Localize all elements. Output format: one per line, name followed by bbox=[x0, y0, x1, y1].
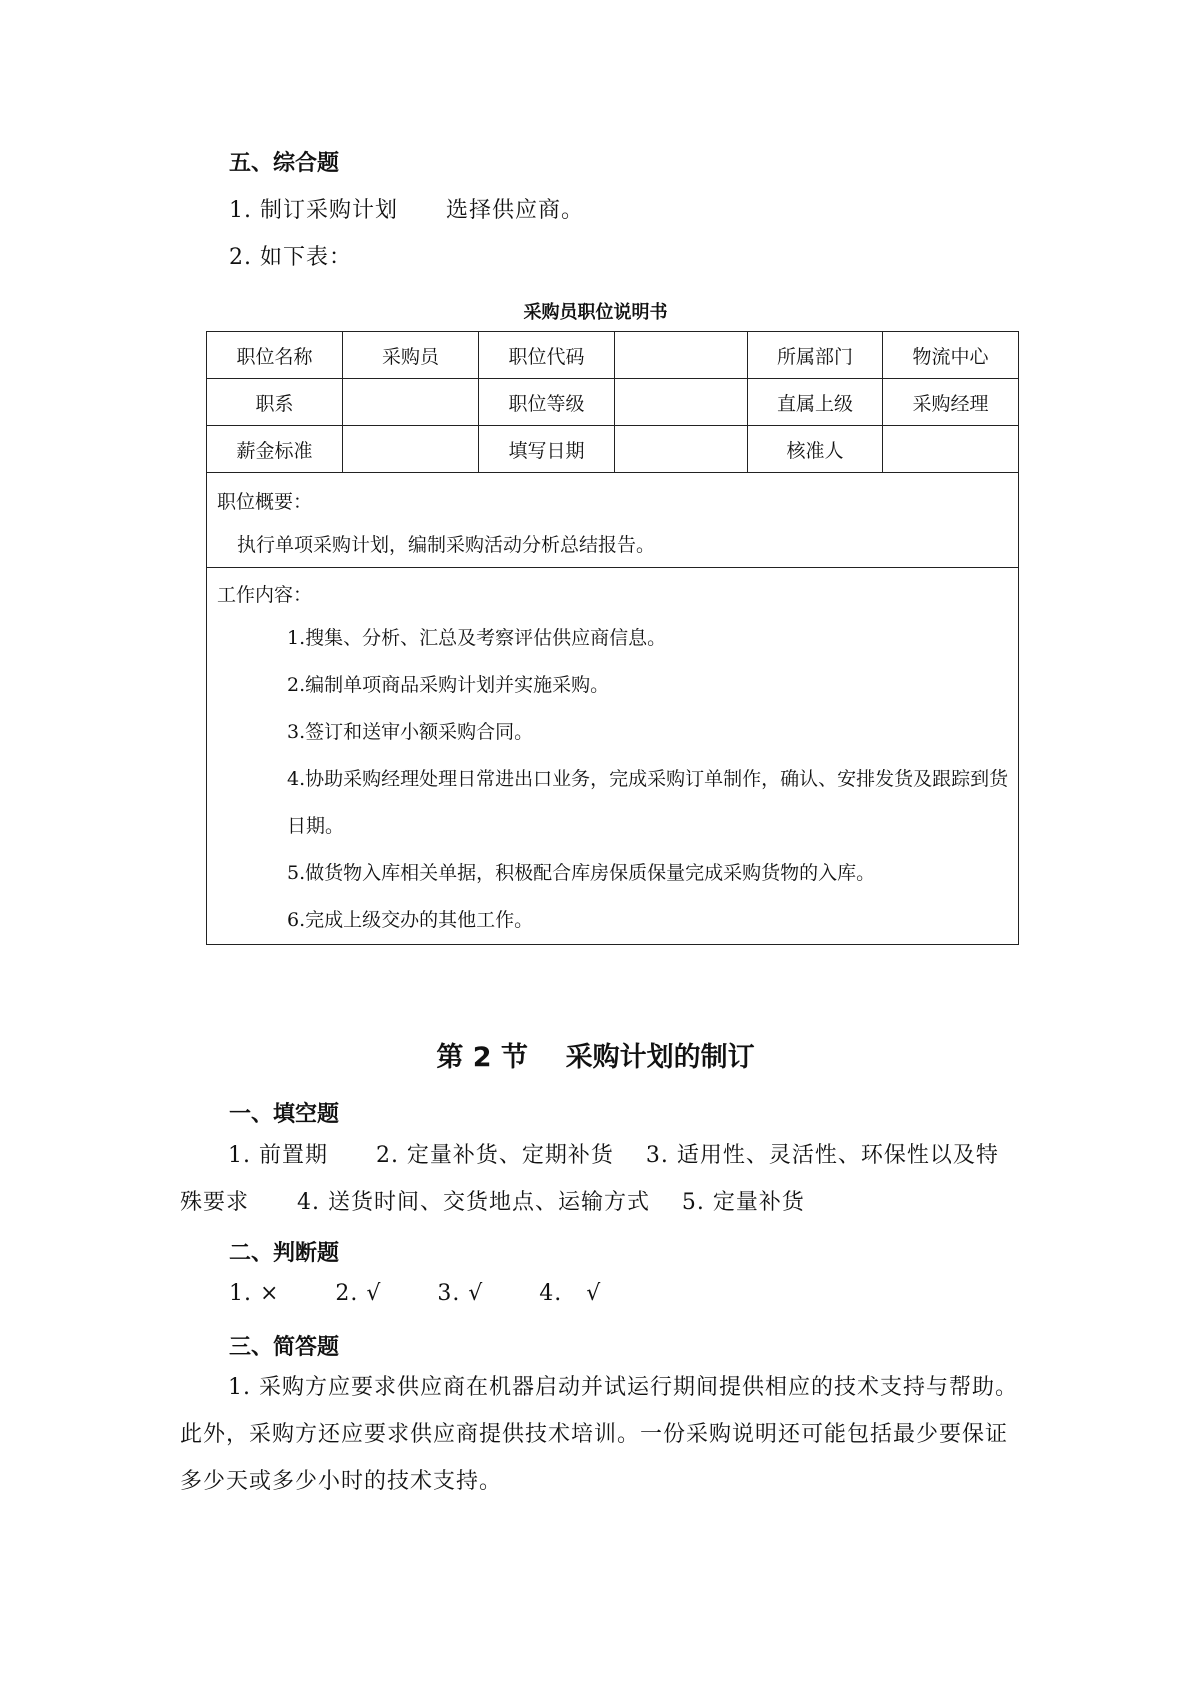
section5-heading: 五、综合题 bbox=[229, 151, 340, 176]
table-cell: 薪金标准 bbox=[207, 426, 343, 473]
work-item: 3.签订和送审小额采购合同。 bbox=[287, 721, 534, 743]
table-title: 采购员职位说明书 bbox=[523, 302, 668, 323]
table-row bbox=[207, 426, 1019, 473]
table-cell: 职位等级 bbox=[479, 379, 615, 426]
fill-answers: 1. 前置期 2. 定量补货、定期补货 3. 适用性、灵活性、环保性以及特殊要求 4. 送货时间、交货地点、运输方式 5. 定量补货 bbox=[180, 1143, 999, 1215]
section5-line1: 1. 制订采购计划 选择供应商。 bbox=[229, 198, 584, 223]
summary-text: 执行单项采购计划，编制采购活动分析总结报告。 bbox=[237, 534, 656, 556]
table-cell: 职系 bbox=[207, 379, 343, 426]
table-cell: 直属上级 bbox=[748, 379, 883, 426]
work-item: 1.搜集、分析、汇总及考察评估供应商信息。 bbox=[287, 627, 667, 649]
short-answer: 1. 采购方应要求供应商在机器启动并试运行期间提供相应的技术支持与帮助。此外，采购方还应要求供应商提供技术培训。一份采购说明还可能包括最少要保证多少天或多少小时的技术支持。 bbox=[180, 1375, 1018, 1494]
section-title: 第 2 节 采购计划的制订 bbox=[436, 1042, 755, 1073]
work-cell bbox=[207, 568, 1019, 945]
table-cell bbox=[343, 426, 479, 473]
table-cell: 填写日期 bbox=[479, 426, 615, 473]
judge-heading: 二、判断题 bbox=[229, 1241, 340, 1266]
table-cell bbox=[615, 379, 748, 426]
table-cell: 核准人 bbox=[748, 426, 883, 473]
fill-heading: 一、填空题 bbox=[229, 1102, 340, 1127]
table-cell bbox=[615, 426, 748, 473]
summary-cell bbox=[207, 473, 1019, 568]
work-item: 2.编制单项商品采购计划并实施采购。 bbox=[287, 674, 610, 696]
table-cell: 职位名称 bbox=[207, 332, 343, 379]
judge-answers: 1. × 2. √ 3. √ 4. √ bbox=[229, 1281, 602, 1306]
section5-line2: 2. 如下表： bbox=[229, 245, 352, 270]
work-item: 5.做货物入库相关单据，积极配合库房保质保量完成采购货物的入库。 bbox=[287, 862, 876, 884]
table-cell bbox=[343, 379, 479, 426]
table-cell bbox=[615, 332, 748, 379]
table-cell: 物流中心 bbox=[883, 332, 1019, 379]
job-description-table bbox=[206, 331, 1019, 945]
table-row bbox=[207, 379, 1019, 426]
table-row bbox=[207, 332, 1019, 379]
table-cell: 职位代码 bbox=[479, 332, 615, 379]
short-heading: 三、简答题 bbox=[229, 1335, 340, 1360]
work-row bbox=[207, 568, 1019, 945]
summary-row bbox=[207, 473, 1019, 568]
table-cell bbox=[883, 426, 1019, 473]
table-cell: 采购经理 bbox=[883, 379, 1019, 426]
work-item: 6.完成上级交办的其他工作。 bbox=[287, 909, 534, 931]
work-item: 4.协助采购经理处理日常进出口业务，完成采购订单制作，确认、安排发货及跟踪到货日期。 bbox=[287, 768, 1009, 837]
work-label: 工作内容： bbox=[217, 584, 313, 606]
summary-label: 职位概要： bbox=[217, 491, 313, 513]
table-cell: 采购员 bbox=[343, 332, 479, 379]
table-cell: 所属部门 bbox=[748, 332, 883, 379]
